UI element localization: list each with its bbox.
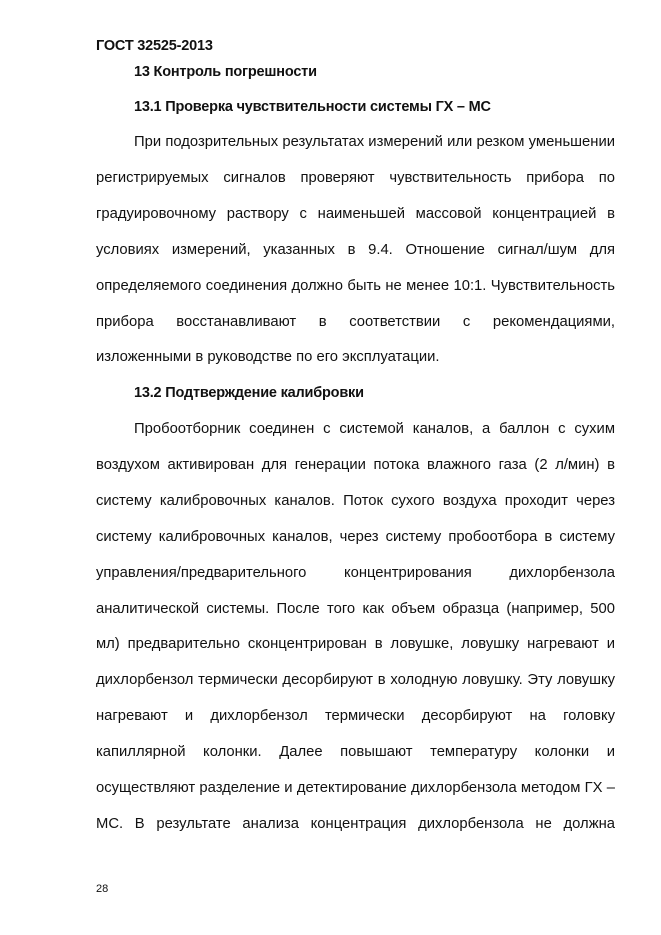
section-13-2-paragraph: Пробоотборник соединен с системой каналов, а баллон с сухим воздухом активирован для генерации потока влажного газа (2 л/мин) в систему калибровочных каналов. Поток сухого воздуха проходит через систему калибровочных каналов, через систему пробоотбора в систему управления/предварительного концентрирования дихлорбензола аналитической системы. После того как объем образца (например, 500 мл) предварительно сконцентрирован в ловушке, ловушку нагревают и дихлорбензол термически десорбируют в холодную ловушку. Эту ловушку нагревают и дихлорбензол термически десорбируют на головку капиллярной колонки. Далее повышают температуру колонки и осуществляют разделение и детектирование дихлорбензола методом ГХ – МС. В результате анализа концентрация дихлорбензола не должна	[96, 421, 615, 832]
document-header: ГОСТ 32525-2013	[96, 38, 213, 54]
section-13-heading: 13 Контроль погрешности	[134, 64, 317, 80]
page-number: 28	[96, 883, 109, 895]
section-13-2-heading: 13.2 Подтверждение калибровки	[134, 385, 364, 401]
section-13-1-paragraph: При подозрительных результатах измерений или резком уменьшении регистрируемых сигналов проверяют чувствительность прибора по градуировочному раствору с наименьшей массовой концентрацией в условиях измерений, указанных в 9.4. Отношение сигнал/шум для определяемого соединения должно быть не менее 10:1. Чувствительность прибора восстанавливают в соответствии с рекомендациями, изложенными в руководстве по его эксплуатации.	[96, 134, 615, 366]
section-13-1-heading: 13.1 Проверка чувствительности системы ГХ – МС	[134, 99, 491, 115]
